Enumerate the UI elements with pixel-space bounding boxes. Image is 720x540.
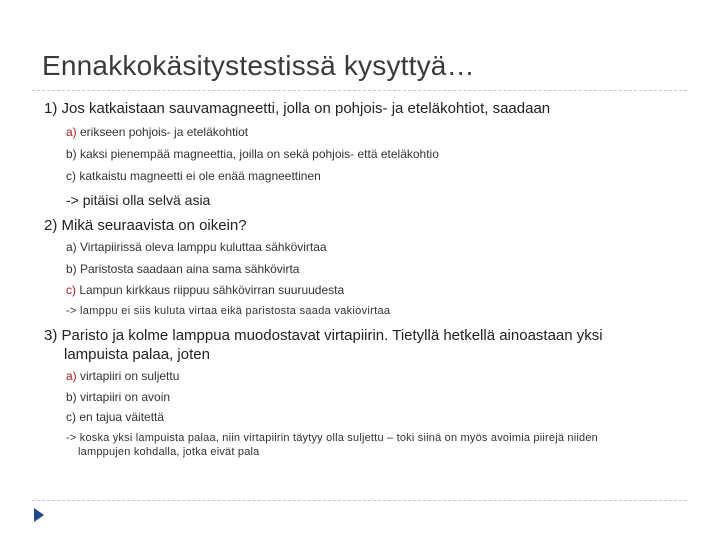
option-text: virtapiiri on suljettu <box>76 369 180 383</box>
question-1-option-b <box>66 147 439 162</box>
option-text: katkaistu magneetti ei ole enää magneettinen <box>76 169 321 183</box>
option-letter: b) <box>66 390 77 404</box>
question-1-option-c <box>66 169 321 184</box>
question-3-option-b <box>66 390 170 405</box>
question-2-option-a <box>66 240 327 255</box>
option-text: Virtapiirissä oleva lamppu kuluttaa sähkövirtaa <box>76 240 327 254</box>
option-letter: c) <box>66 169 76 183</box>
option-text: virtapiiri on avoin <box>76 390 171 404</box>
option-text: Lampun kirkkaus riippuu sähkövirran suuruudesta <box>76 283 345 297</box>
option-text: kaksi pienempää magneettia, joilla on sekä pohjois- että eteläkohtio <box>76 147 439 161</box>
option-text: Paristosta saadaan aina sama sähkövirta <box>76 262 300 276</box>
triangle-right-icon[interactable] <box>34 508 44 522</box>
slide-title: Ennakkokäsitystestissä kysyttyä… <box>42 50 475 81</box>
option-text: en tajua väitettä <box>76 410 165 424</box>
question-3-answer-line-2: lamppujen kohdalla, jotka eivät pala <box>78 446 260 458</box>
option-letter: c) <box>66 410 76 424</box>
option-letter: a) <box>66 369 77 383</box>
option-text: erikseen pohjois- ja eteläkohtiot <box>76 125 249 139</box>
option-letter: c) <box>66 283 76 297</box>
question-1-option-a <box>66 125 248 140</box>
question-3-line-2: lampuista palaa, joten <box>64 346 210 363</box>
question-2-option-b <box>66 262 299 277</box>
question-2-option-c <box>66 283 344 298</box>
question-3-option-c <box>66 410 164 425</box>
question-2: 2) Mikä seuraavista on oikein? <box>44 217 247 234</box>
option-letter: b) <box>66 147 77 161</box>
question-3 <box>44 326 603 364</box>
question-1-answer: -> pitäisi olla selvä asia <box>66 192 211 208</box>
question-1: 1) Jos katkaistaan sauvamagneetti, jolla on pohjois- ja eteläkohtiot, saadaan <box>44 100 551 117</box>
question-3-answer <box>66 431 696 459</box>
question-3-line-1: 3) Paristo ja kolme lamppua muodostavat virtapiirin. Tietyllä hetkellä ainoastaan yksi <box>44 327 603 344</box>
footer-divider <box>32 500 687 501</box>
option-letter: a) <box>66 125 77 139</box>
option-letter: b) <box>66 262 77 276</box>
question-3-option-a <box>66 369 179 384</box>
option-letter: a) <box>66 240 77 254</box>
question-3-answer-line-1: -> koska yksi lampuista palaa, niin virtapiirin täytyy olla suljettu – toki siinä on myös avoimia piirejä niiden <box>66 432 598 444</box>
question-2-answer: -> lamppu ei siis kuluta virtaa eikä paristosta saada vakiovirtaa <box>66 305 391 317</box>
title-divider <box>32 90 687 91</box>
